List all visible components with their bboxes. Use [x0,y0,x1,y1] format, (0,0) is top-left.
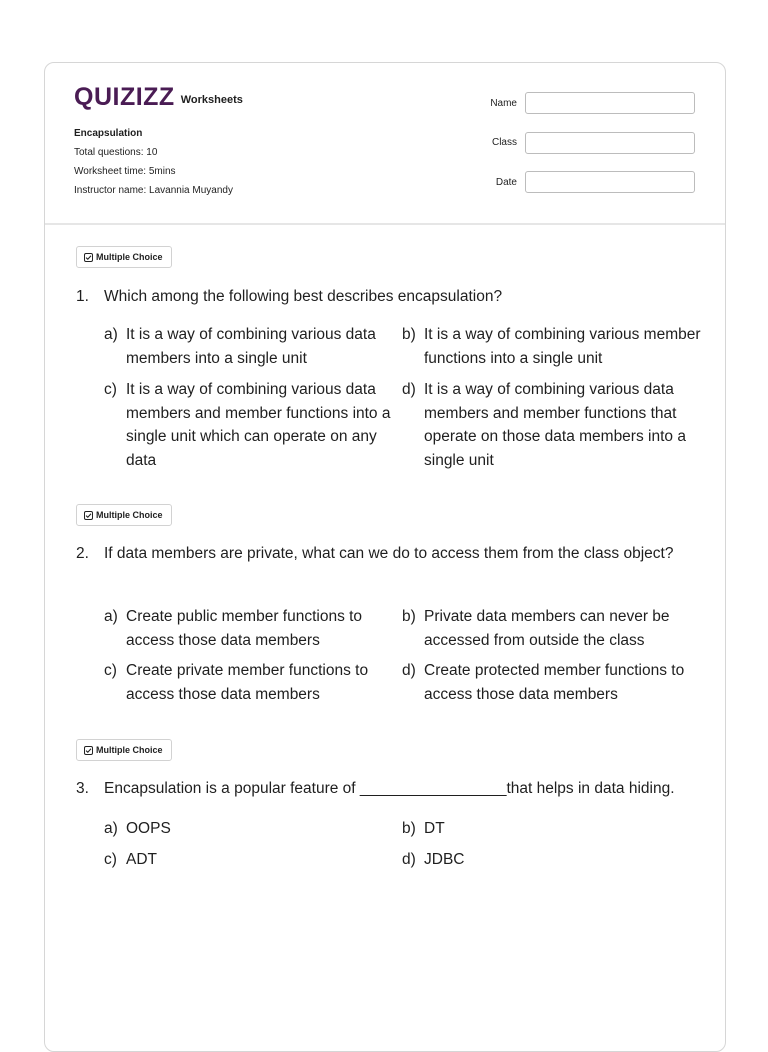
option-d[interactable] [402,659,702,706]
worksheet-title: Encapsulation [74,128,143,139]
option-d[interactable] [402,378,702,472]
option-a[interactable] [104,323,394,370]
option-letter: a) [104,820,118,837]
option-text: Create private member functions to access those data members [126,662,369,703]
question-number: 1. [76,288,89,305]
option-letter: d) [402,662,416,679]
question-3 [76,777,696,801]
date-label: Date [495,176,517,188]
option-b[interactable] [402,323,702,370]
worksheet-card [44,62,726,1052]
option-d[interactable] [402,848,702,872]
student-fields [490,91,695,210]
class-field-row [490,131,695,155]
option-letter: b) [402,326,416,343]
option-text: ADT [126,851,157,868]
option-text: It is a way of combining various data members and member functions into a single unit which can operate on any data [126,381,391,469]
quizizz-logo: QUIZIZZ [74,83,175,111]
worksheet-header [45,63,725,225]
option-letter: b) [402,820,416,837]
option-letter: d) [402,381,416,398]
option-letter: c) [104,851,117,868]
option-text: It is a way of combining various data members and member functions that operate on those data members into a single unit [424,381,686,469]
question-text: Encapsulation is a popular feature of _________________that helps in data hiding. [104,780,675,797]
class-label: Class [491,137,517,148]
instructor-name: Instructor name: Lavannia Muyandy [74,185,233,196]
brand-subtitle: Worksheets [180,94,243,106]
class-input[interactable] [525,132,695,154]
worksheet-time: Worksheet time: 5mins [74,166,176,177]
question-text: Which among the following best describes encapsulation? [104,288,503,305]
option-text: It is a way of combining various member functions into a single unit [424,326,701,367]
question-number: 3. [76,780,89,797]
badge-label: Multiple Choice [96,252,163,262]
brand [74,85,243,110]
option-letter: b) [402,608,416,625]
option-text: Create protected member functions to access those data members [424,662,685,703]
checkbox-icon [84,511,93,520]
option-letter: c) [104,381,117,398]
question-text: If data members are private, what can we do to access them from the class object? [104,545,674,562]
worksheet-info [74,124,233,200]
question-number: 2. [76,545,89,562]
question-1 [76,285,696,309]
question-type-badge [76,504,172,526]
name-input[interactable] [525,92,695,114]
option-text: JDBC [424,851,465,868]
question-2 [76,542,696,566]
option-a[interactable] [104,817,394,841]
option-letter: c) [104,662,117,679]
option-text: Create public member functions to access those data members [126,608,363,649]
option-letter: a) [104,608,118,625]
option-b[interactable] [402,817,702,841]
date-field-row [490,170,695,194]
option-text: It is a way of combining various data members into a single unit [126,326,376,367]
option-text: DT [424,820,445,837]
option-b[interactable] [402,605,702,652]
badge-label: Multiple Choice [96,510,163,520]
option-letter: d) [402,851,416,868]
name-field-row [490,91,695,115]
question-type-badge [76,739,172,761]
date-input[interactable] [525,171,695,193]
option-text: Private data members can never be accessed from outside the class [424,608,670,649]
option-a[interactable] [104,605,394,652]
checkbox-icon [84,253,93,262]
option-c[interactable] [104,659,394,706]
option-text: OOPS [126,820,171,837]
option-c[interactable] [104,848,394,872]
question-type-badge [76,246,172,268]
badge-label: Multiple Choice [96,745,163,755]
name-label: Name [490,97,517,109]
checkbox-icon [84,746,93,755]
option-letter: a) [104,326,118,343]
option-c[interactable] [104,378,394,472]
total-questions: Total questions: 10 [74,147,158,158]
